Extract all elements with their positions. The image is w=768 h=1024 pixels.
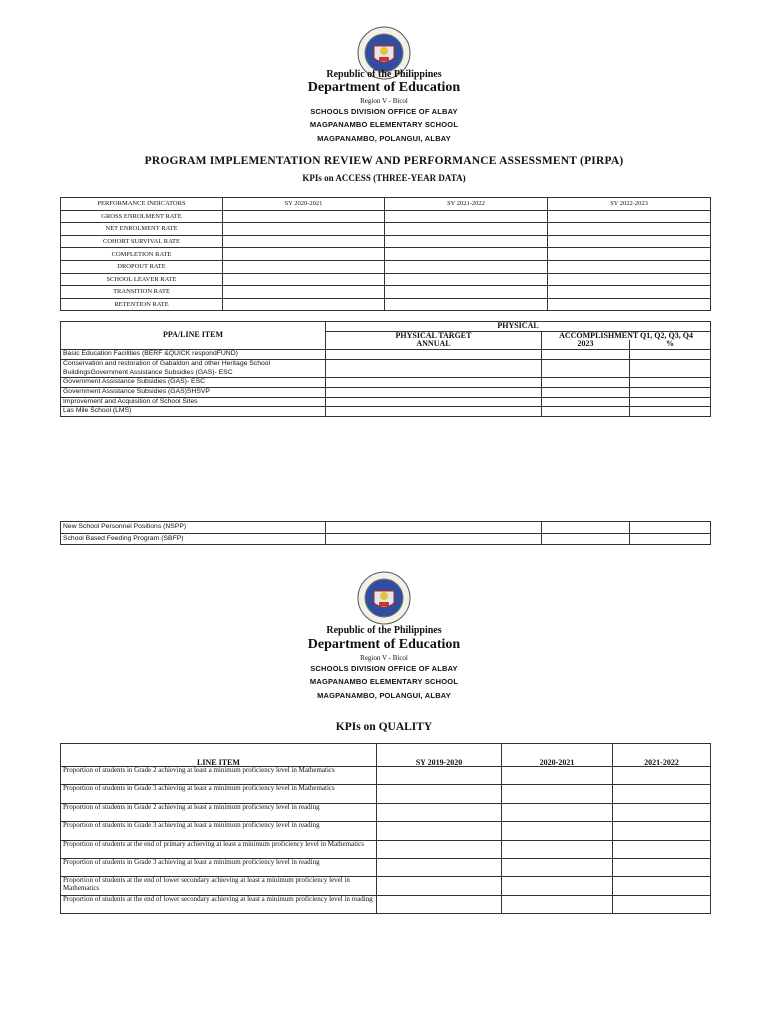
page-title: PROGRAM IMPLEMENTATION REVIEW AND PERFORMANCE ASSESSMENT (PIRPA) xyxy=(144,155,624,167)
row-label: NET ENROLMENT RATE xyxy=(61,223,223,236)
data-cell[interactable] xyxy=(377,840,502,858)
data-cell[interactable] xyxy=(548,210,711,223)
data-cell[interactable] xyxy=(542,350,630,360)
data-cell[interactable] xyxy=(548,223,711,236)
data-cell[interactable] xyxy=(223,223,385,236)
data-cell[interactable] xyxy=(385,260,548,273)
data-cell[interactable] xyxy=(326,378,542,388)
quality-table xyxy=(60,743,711,914)
data-cell[interactable] xyxy=(326,533,542,545)
data-cell[interactable] xyxy=(630,397,711,407)
data-cell[interactable] xyxy=(542,522,630,534)
data-cell[interactable] xyxy=(613,785,711,803)
column-header: PPA/LINE ITEM xyxy=(61,322,326,350)
data-cell[interactable] xyxy=(223,260,385,273)
data-cell[interactable] xyxy=(548,248,711,261)
column-header: PHYSICAL xyxy=(326,322,711,332)
table-row xyxy=(61,248,711,261)
data-cell[interactable] xyxy=(377,803,502,821)
data-cell[interactable] xyxy=(502,803,613,821)
data-cell[interactable] xyxy=(326,407,542,417)
data-cell[interactable] xyxy=(630,378,711,388)
data-cell[interactable] xyxy=(326,359,542,377)
data-cell[interactable] xyxy=(630,533,711,545)
row-label: Las Mile School (LMS) xyxy=(61,407,326,417)
data-cell[interactable] xyxy=(542,533,630,545)
department-heading: Department of Education xyxy=(307,80,461,95)
data-cell[interactable] xyxy=(223,273,385,286)
data-cell[interactable] xyxy=(630,350,711,360)
ppa-table-continued xyxy=(60,521,711,545)
column-header: PERFORMANCE INDICATORS xyxy=(61,198,223,211)
table-row xyxy=(61,235,711,248)
row-label: Proportion of students in Grade 2 achieving at least a minimum proficiency level in reading xyxy=(61,803,377,821)
table-row xyxy=(61,223,711,236)
data-cell[interactable] xyxy=(223,286,385,299)
table-row xyxy=(61,822,711,840)
data-cell[interactable] xyxy=(613,895,711,913)
data-cell[interactable] xyxy=(502,877,613,895)
column-header: 2023 xyxy=(542,340,630,349)
data-cell[interactable] xyxy=(223,235,385,248)
data-cell[interactable] xyxy=(326,522,542,534)
table-header-row xyxy=(61,198,711,211)
row-label: New School Personnel Positions (NSPP) xyxy=(61,522,326,534)
table-row xyxy=(61,378,711,388)
access-table xyxy=(60,197,711,311)
data-cell[interactable] xyxy=(385,273,548,286)
data-cell[interactable] xyxy=(613,803,711,821)
row-label: Proportion of students in Grade 3 achieving at least a minimum proficiency level in Mathematics xyxy=(61,785,377,803)
data-cell[interactable] xyxy=(542,387,630,397)
row-label: Proportion of students in Grade 2 achieving at least a minimum proficiency level in Mathematics xyxy=(61,767,377,785)
column-header: ANNUAL xyxy=(326,340,542,349)
data-cell[interactable] xyxy=(630,387,711,397)
region-label: Region V - Bicol xyxy=(360,654,408,662)
data-cell[interactable] xyxy=(542,359,630,377)
column-header: 2021-2022 xyxy=(613,744,711,767)
row-label: TRANSITION RATE xyxy=(61,286,223,299)
data-cell[interactable] xyxy=(542,407,630,417)
table-row xyxy=(61,858,711,876)
data-cell[interactable] xyxy=(377,858,502,876)
row-label: Proportion of students at the end of primary achieving at least a minimum proficiency level in Mathematics xyxy=(61,840,377,858)
data-cell[interactable] xyxy=(613,877,711,895)
table-row xyxy=(61,210,711,223)
data-cell[interactable] xyxy=(548,235,711,248)
data-cell[interactable] xyxy=(385,286,548,299)
row-label: SCHOOL LEAVER RATE xyxy=(61,273,223,286)
data-cell[interactable] xyxy=(548,298,711,311)
ppa-table xyxy=(60,321,711,417)
row-label: Proportion of students at the end of lower secondary achieving at least a minimum proficiency level in reading xyxy=(61,895,377,913)
row-label: GROSS ENROLMENT RATE xyxy=(61,210,223,223)
deped-seal-icon xyxy=(357,571,411,625)
division-label: SCHOOLS DIVISION OFFICE OF ALBAY xyxy=(310,664,458,673)
quality-subtitle: KPIs on QUALITY xyxy=(335,721,433,733)
row-label: School Based Feeding Program (SBFP) xyxy=(61,533,326,545)
table-row xyxy=(61,260,711,273)
data-cell[interactable] xyxy=(326,350,542,360)
data-cell[interactable] xyxy=(502,895,613,913)
data-cell[interactable] xyxy=(377,822,502,840)
row-label: Improvement and Acquisition of School Sites xyxy=(61,397,326,407)
column-header: SY 2019-2020 xyxy=(377,744,502,767)
column-header: PHYSICAL TARGET xyxy=(326,331,542,340)
table-row xyxy=(61,298,711,311)
table-row xyxy=(61,522,711,534)
row-label: Basic Education Facilities (BERF &QUICK respondFUND) xyxy=(61,350,326,360)
table-row xyxy=(61,286,711,299)
row-label: Proportion of students in Grade 3 achieving at least a minimum proficiency level in reading xyxy=(61,822,377,840)
data-cell[interactable] xyxy=(385,235,548,248)
row-label: Government Assistance Subsidies (GAS)SHSVP xyxy=(61,387,326,397)
data-cell[interactable] xyxy=(548,273,711,286)
republic-heading: Republic of the Philippines xyxy=(326,69,442,80)
data-cell[interactable] xyxy=(377,877,502,895)
data-cell[interactable] xyxy=(377,767,502,785)
column-header: % xyxy=(630,340,711,349)
republic-heading: Republic of the Philippines xyxy=(326,625,442,636)
table-row xyxy=(61,397,711,407)
data-cell[interactable] xyxy=(385,223,548,236)
region-label: Region V - Bicol xyxy=(360,97,408,105)
column-header: SY 2022-2023 xyxy=(548,198,711,211)
row-label: Proportion of students at the end of lower secondary achieving at least a minimum proficiency level in Mathematics xyxy=(61,877,377,895)
data-cell[interactable] xyxy=(385,210,548,223)
row-label: Government Assistance Subsidies (GAS)- ESC xyxy=(61,378,326,388)
row-label: Proportion of students in Grade 3 achieving at least a minimum proficiency level in reading xyxy=(61,858,377,876)
column-header: SY 2021-2022 xyxy=(385,198,548,211)
table-row xyxy=(61,533,711,545)
table-row xyxy=(61,273,711,286)
data-cell[interactable] xyxy=(502,858,613,876)
table-header-row xyxy=(61,744,711,767)
row-label: RETENTION RATE xyxy=(61,298,223,311)
data-cell[interactable] xyxy=(630,522,711,534)
table-row xyxy=(61,877,711,895)
school-label: MAGPANAMBO ELEMENTARY SCHOOL xyxy=(309,120,459,129)
data-cell[interactable] xyxy=(630,407,711,417)
row-label: COHORT SURVIVAL RATE xyxy=(61,235,223,248)
table-row xyxy=(61,803,711,821)
table-row xyxy=(61,407,711,417)
data-cell[interactable] xyxy=(502,840,613,858)
column-header: SY 2020-2021 xyxy=(223,198,385,211)
table-row xyxy=(61,350,711,360)
row-label: DROPOUT RATE xyxy=(61,260,223,273)
data-cell[interactable] xyxy=(377,895,502,913)
school-label: MAGPANAMBO ELEMENTARY SCHOOL xyxy=(309,677,459,686)
data-cell[interactable] xyxy=(542,397,630,407)
data-cell[interactable] xyxy=(385,298,548,311)
division-label: SCHOOLS DIVISION OFFICE OF ALBAY xyxy=(310,107,458,116)
data-cell[interactable] xyxy=(613,822,711,840)
data-cell[interactable] xyxy=(502,767,613,785)
column-header: 2020-2021 xyxy=(502,744,613,767)
table-row xyxy=(61,359,711,368)
table-row xyxy=(61,785,711,803)
data-cell[interactable] xyxy=(548,286,711,299)
table-header-row xyxy=(61,322,711,332)
data-cell[interactable] xyxy=(502,822,613,840)
data-cell[interactable] xyxy=(630,359,711,377)
table-row xyxy=(61,840,711,858)
column-header: ACCOMPLISHMENT Q1, Q2, Q3, Q4 xyxy=(542,331,711,340)
data-cell[interactable] xyxy=(223,298,385,311)
row-label: BuildingsGovernment Assistance Subsidies (GAS)- ESC xyxy=(61,368,326,377)
address-label: MAGPANAMBO, POLANGUI, ALBAY xyxy=(317,134,451,143)
data-cell[interactable] xyxy=(326,387,542,397)
data-cell[interactable] xyxy=(613,840,711,858)
data-cell[interactable] xyxy=(326,397,542,407)
address-label: MAGPANAMBO, POLANGUI, ALBAY xyxy=(317,691,451,700)
data-cell[interactable] xyxy=(502,785,613,803)
row-label: COMPLETION RATE xyxy=(61,248,223,261)
access-subtitle: KPIs on ACCESS (THREE-YEAR DATA) xyxy=(302,173,466,183)
table-row xyxy=(61,767,711,785)
data-cell[interactable] xyxy=(542,378,630,388)
data-cell[interactable] xyxy=(613,858,711,876)
table-row xyxy=(61,895,711,913)
department-heading: Department of Education xyxy=(307,637,461,652)
data-cell[interactable] xyxy=(613,767,711,785)
column-header: LINE ITEM xyxy=(61,744,377,767)
row-label: Conservation and restoration of Gabaldon and other Heritage School xyxy=(61,359,326,368)
data-cell[interactable] xyxy=(548,260,711,273)
data-cell[interactable] xyxy=(385,248,548,261)
data-cell[interactable] xyxy=(223,248,385,261)
data-cell[interactable] xyxy=(223,210,385,223)
table-row xyxy=(61,387,711,397)
data-cell[interactable] xyxy=(377,785,502,803)
